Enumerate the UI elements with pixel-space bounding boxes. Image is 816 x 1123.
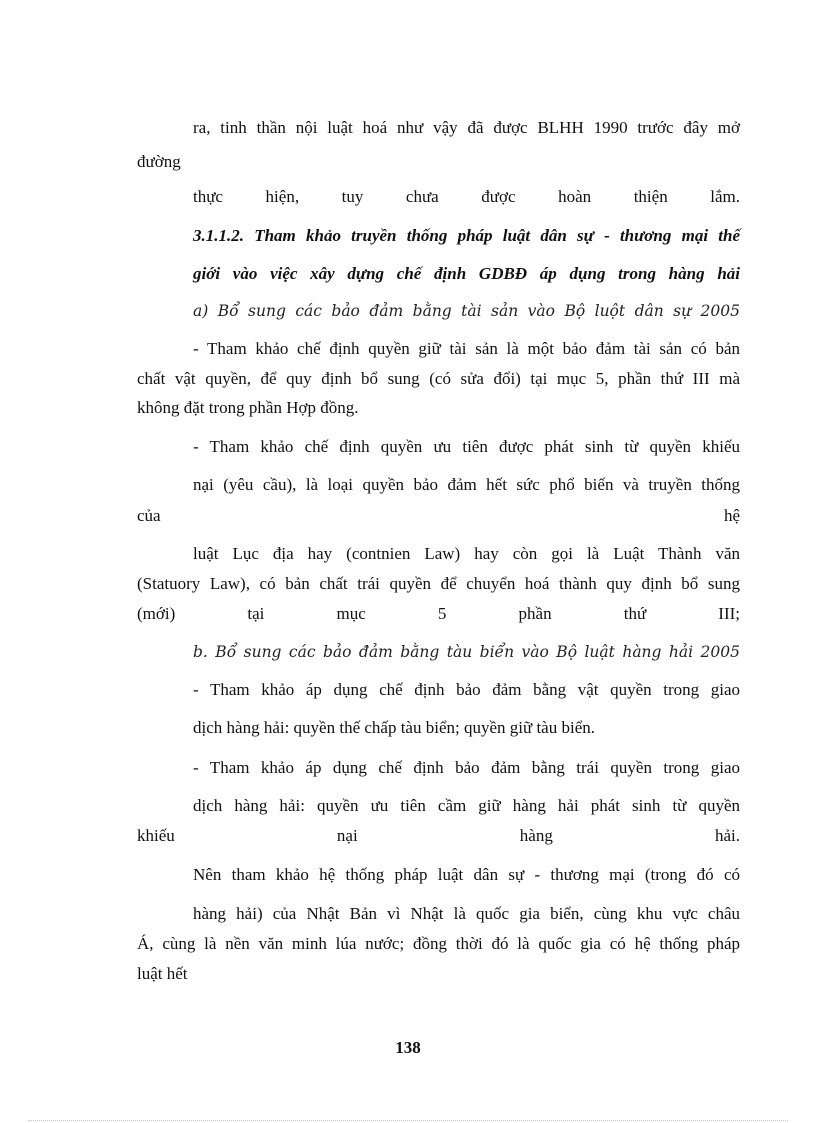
subsection-heading: b. Bổ sung các bảo đảm bằng tàu biển vào Bộ luật hàng hải 2005 [193, 643, 740, 661]
text-line: - Tham khảo áp dụng chế định bảo đảm bằng trái quyền trong giao [193, 758, 740, 777]
section-heading: 3.1.1.2. Tham khảo truyền thống pháp luật dân sự - thương mại thế [193, 226, 740, 245]
text-line: không đặt trong phần Hợp đồng. [137, 398, 359, 417]
text-line: khiếu nại hàng hải. [137, 826, 740, 845]
text-line: Á, cùng là nền văn minh lúa nước; đồng thời đó là quốc gia có hệ thống pháp [137, 934, 740, 953]
text-line: luật hết [137, 964, 188, 983]
text-line: luật Lục địa hay (contnien Law) hay còn gọi là Luật Thành văn [193, 544, 740, 563]
text-line: chất vật quyền, để quy định bổ sung (có sửa đổi) tại mục 5, phần thứ III mà [137, 369, 740, 388]
text-line: hàng hải) của Nhật Bản vì Nhật là quốc gia biển, cùng khu vực châu [193, 904, 740, 923]
page-number: 138 [395, 1038, 421, 1057]
text-line: - Tham khảo chế định quyền giữ tài sản là một bảo đảm tài sản có bản [193, 339, 740, 358]
section-heading: giới vào việc xây dựng chế định GDBĐ áp dụng trong hàng hải [193, 264, 740, 283]
text-line: ra, tinh thần nội luật hoá như vậy đã được BLHH 1990 trước đây mở [193, 118, 740, 137]
page-bottom-rule [28, 1120, 788, 1121]
text-line: (Statuory Law), có bản chất trái quyền để chuyển hoá thành quy định bổ sung [137, 574, 740, 593]
text-line: - Tham khảo chế định quyền ưu tiên được phát sinh từ quyền khiếu [193, 437, 740, 456]
text-line: nại (yêu cầu), là loại quyền bảo đảm hết sức phổ biến và truyền thống [193, 475, 740, 494]
text-line: Nên tham khảo hệ thống pháp luật dân sự - thương mại (trong đó có [193, 865, 740, 884]
text-line: (mới) tại mục 5 phần thứ III; [137, 604, 740, 623]
subsection-heading: a) Bổ sung các bảo đảm bằng tài sản vào Bộ luột dân sự 2005 [193, 302, 740, 320]
text-line: dịch hàng hải: quyền thế chấp tàu biển; quyền giữ tàu biển. [193, 718, 595, 737]
text-line: dịch hàng hải: quyền ưu tiên cầm giữ hàng hải phát sinh từ quyền [193, 796, 740, 815]
text-line: của hệ [137, 506, 740, 525]
text-line: - Tham khảo áp dụng chế định bảo đảm bằng vật quyền trong giao [193, 680, 740, 699]
text-line: thực hiện, tuy chưa được hoàn thiện lắm. [193, 187, 740, 206]
text-line: đường [137, 152, 181, 171]
